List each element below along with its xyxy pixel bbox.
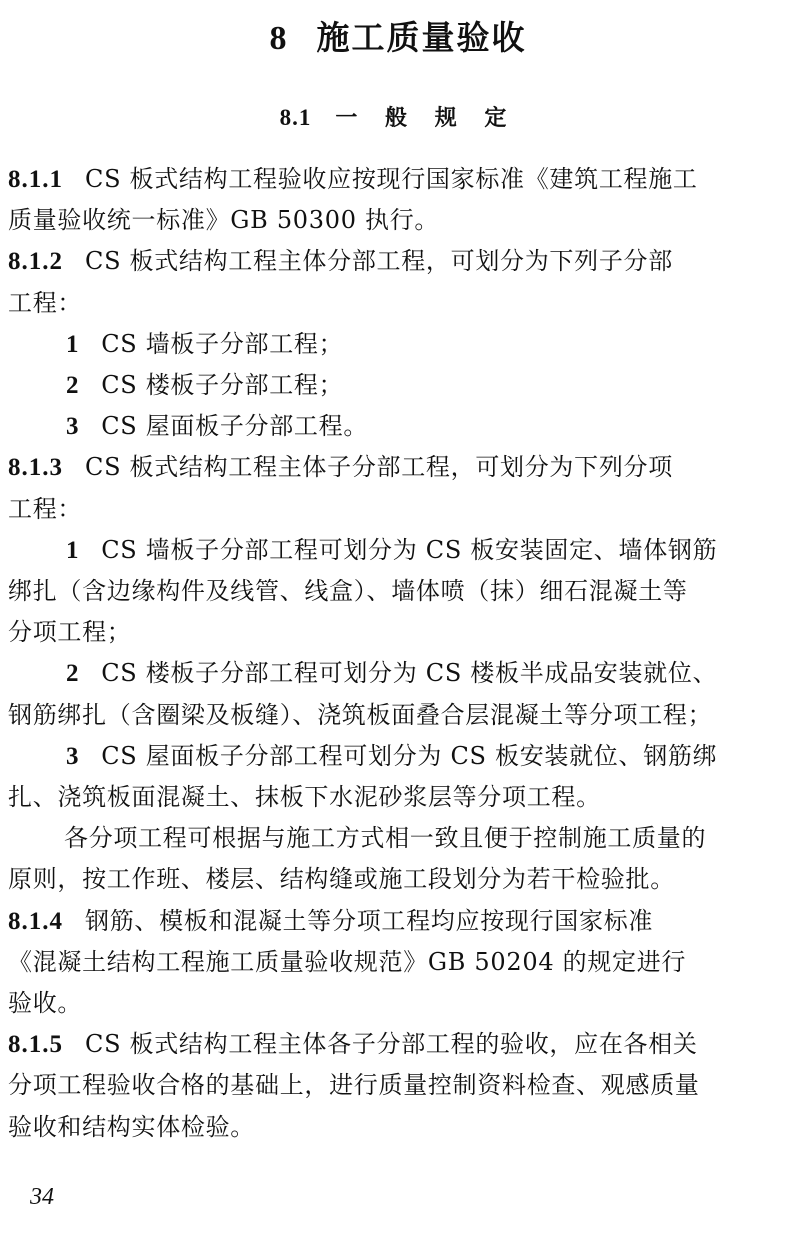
line-text: 原则，按工作班、楼层、结构缝或施工段划分为若干检验批。 <box>8 865 675 894</box>
item-number: 1 <box>66 536 80 564</box>
list-item-line <box>8 535 790 566</box>
item-number: 3 <box>66 413 80 441</box>
text-line <box>8 205 790 235</box>
clause-line <box>8 164 790 195</box>
chapter-number: 8 <box>269 20 289 57</box>
clause-number: 8.1.5 <box>8 1031 63 1059</box>
clause-line <box>8 906 790 937</box>
line-text: CS 屋面板子分部工程。 <box>101 412 369 441</box>
line-text: 工程： <box>8 288 83 317</box>
text-line <box>8 823 796 853</box>
line-text: CS 墙板子分部工程可划分为 CS 板安装固定、墙体钢筋 <box>101 535 718 564</box>
section-number: 8.1 <box>279 105 312 130</box>
list-item-line <box>8 329 790 360</box>
chapter-title-text: 施工质量验收 <box>316 18 527 57</box>
text-line <box>8 782 790 812</box>
clause-line <box>8 1029 790 1060</box>
section-title <box>0 101 796 132</box>
text-line <box>8 1112 790 1142</box>
clause-line <box>8 246 790 277</box>
line-text: CS 板式结构工程主体各子分部工程的验收，应在各相关 <box>85 1030 698 1059</box>
text-line <box>8 947 790 977</box>
line-text: CS 板式结构工程主体分部工程，可划分为下列子分部 <box>85 247 673 276</box>
line-text: 分项工程； <box>8 618 132 647</box>
clause-number: 8.1.1 <box>8 166 63 193</box>
item-number: 2 <box>66 660 80 688</box>
line-text: 质量验收统一标准》GB 50300 执行。 <box>8 206 440 235</box>
line-text: CS 板式结构工程验收应按现行国家标准《建筑工程施工 <box>85 165 698 193</box>
list-item-line <box>8 658 790 689</box>
line-text: CS 板式结构工程主体子分部工程，可划分为下列分项 <box>85 453 673 482</box>
line-text: 验收和结构实体检验。 <box>8 1112 255 1141</box>
text-line <box>8 988 790 1018</box>
line-text: 工程： <box>8 494 83 523</box>
text-line <box>8 494 790 524</box>
section-title-text: 一 般 规 定 <box>335 106 517 131</box>
line-text: CS 屋面板子分部工程可划分为 CS 板安装就位、钢筋绑 <box>101 741 718 770</box>
line-text: 验收。 <box>8 989 83 1017</box>
line-text: CS 墙板子分部工程； <box>101 329 344 358</box>
item-number: 1 <box>66 330 80 358</box>
item-number: 2 <box>66 372 80 399</box>
text-line <box>8 864 790 894</box>
line-text: 扎、浇筑板面混凝土、抹板下水泥砂浆层等分项工程。 <box>8 783 601 811</box>
text-line <box>8 700 790 730</box>
text-line <box>8 576 790 606</box>
text-line <box>8 288 790 318</box>
clause-line <box>8 452 790 483</box>
line-text: 《混凝土结构工程施工质量验收规范》GB 50204 的规定进行 <box>8 947 687 976</box>
line-text: 钢筋绑扎（含圈梁及板缝）、浇筑板面叠合层混凝土等分项工程； <box>8 700 713 729</box>
line-text: 绑扎（含边缘构件及线管、线盒）、墙体喷（抹）细石混凝土等 <box>8 577 688 605</box>
line-text: 分项工程验收合格的基础上，进行质量控制资料检查、观感质量 <box>8 1071 700 1100</box>
page-number: 34 <box>30 1184 54 1210</box>
clause-number: 8.1.4 <box>8 907 63 935</box>
item-number: 3 <box>66 742 80 770</box>
list-item-line <box>8 370 790 401</box>
line-text: 各分项工程可根据与施工方式相一致且便于控制施工质量的 <box>64 824 707 853</box>
text-line <box>8 1070 790 1100</box>
line-text: CS 楼板子分部工程可划分为 CS 楼板半成品安装就位、 <box>101 659 718 688</box>
list-item-line <box>8 411 790 442</box>
chapter-title <box>0 12 796 59</box>
clause-number: 8.1.3 <box>8 454 63 482</box>
line-text: CS 楼板子分部工程； <box>101 371 344 399</box>
list-item-line <box>8 741 790 772</box>
clause-number: 8.1.2 <box>8 248 63 276</box>
line-text: 钢筋、模板和混凝土等分项工程均应按现行国家标准 <box>85 906 654 935</box>
text-line <box>8 617 790 647</box>
